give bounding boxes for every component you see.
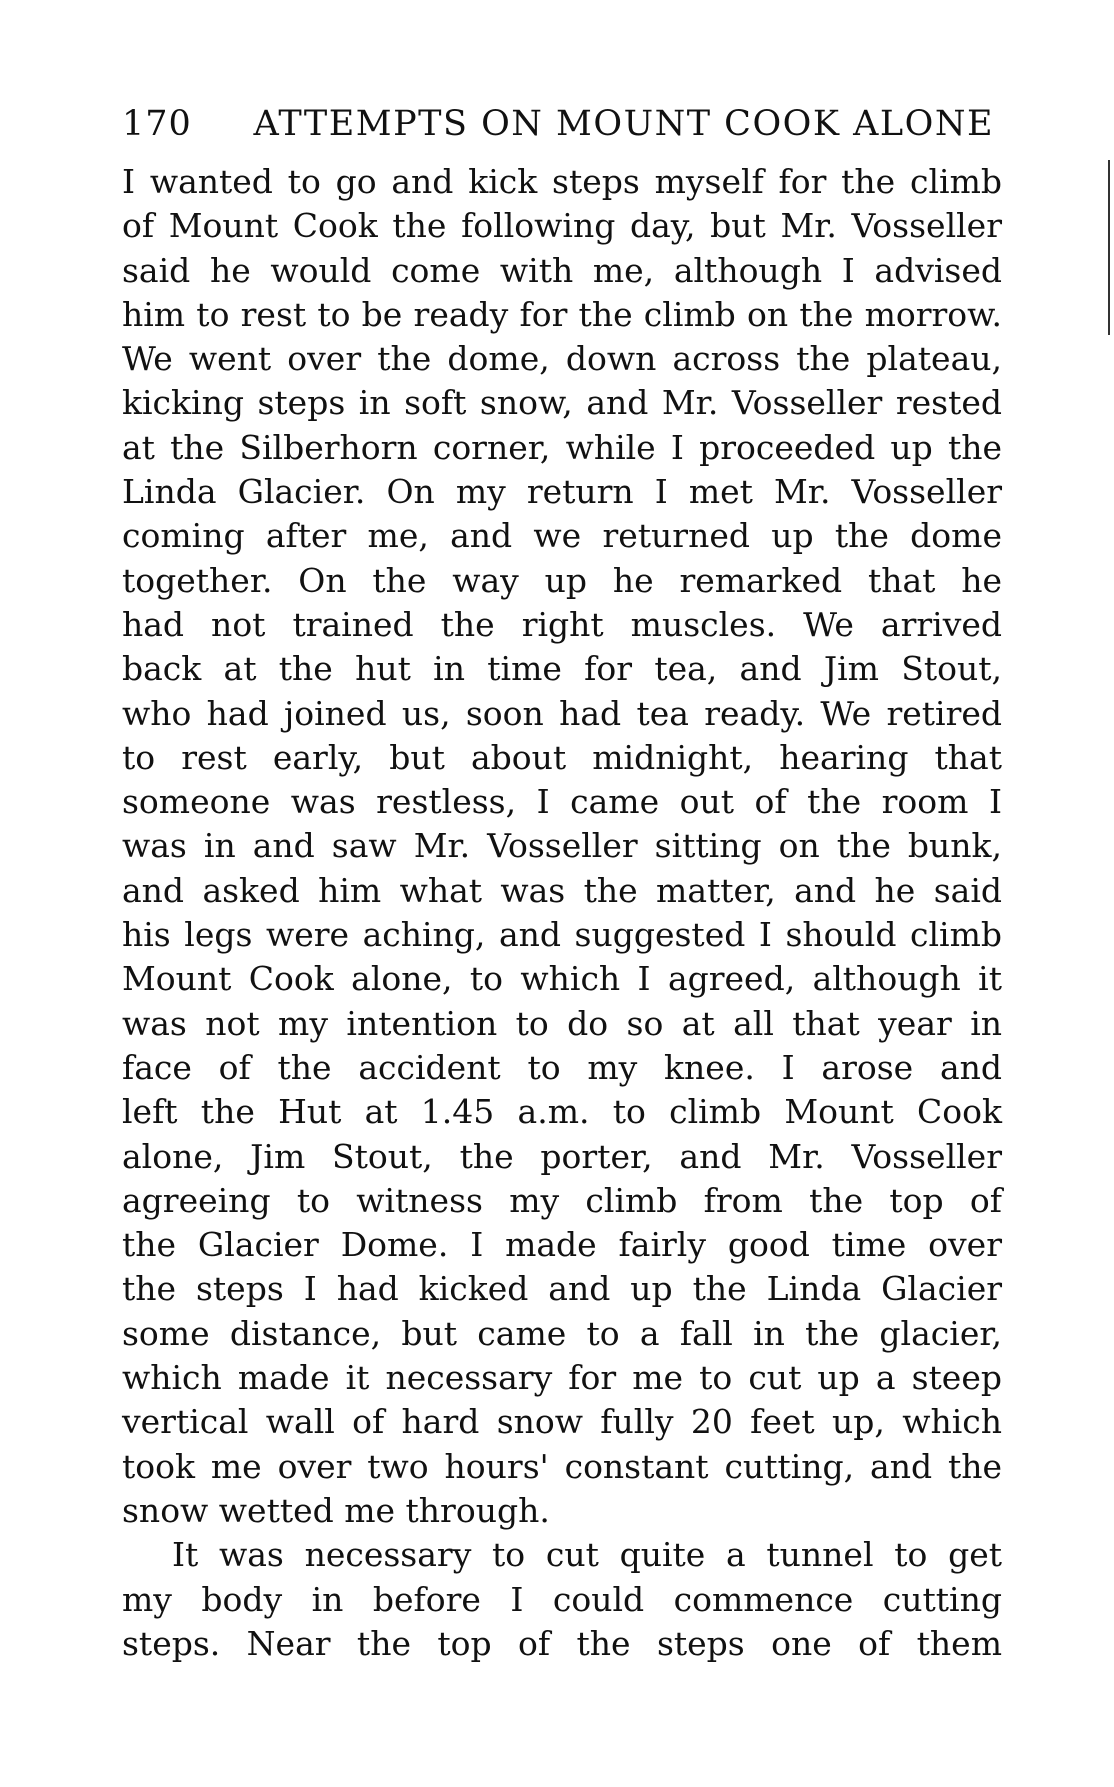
- text-line: snow wetted me through.: [122, 1490, 550, 1530]
- text-line: his legs were aching, and suggested I should climb: [122, 915, 1002, 955]
- text-line: alone, Jim Stout, the porter, and Mr. Vosseller: [122, 1136, 1002, 1176]
- text-line: vertical wall of hard snow fully 20 feet up, which: [122, 1402, 1002, 1442]
- text-line: my body in before I could commence cutting: [122, 1579, 1002, 1619]
- running-head: ATTEMPTS ON MOUNT COOK ALONE: [253, 104, 994, 144]
- text-line: coming after me, and we returned up the dome: [122, 516, 1002, 556]
- paragraph: [122, 160, 1002, 1533]
- page-edge-mark: [1108, 160, 1110, 335]
- text-line: agreeing to witness my climb from the top of: [122, 1180, 1002, 1220]
- text-line: Mount Cook alone, to which I agreed, although it: [122, 959, 1002, 999]
- text-line: to rest early, but about midnight, hearing that: [122, 737, 1002, 777]
- text-line: the Glacier Dome. I made fairly good time over: [122, 1225, 1002, 1265]
- page-header: [122, 98, 1002, 150]
- text-line: the steps I had kicked and up the Linda Glacier: [122, 1269, 1002, 1309]
- text-line: which made it necessary for me to cut up a steep: [122, 1358, 1002, 1398]
- text-line: I wanted to go and kick steps myself for the climb: [122, 162, 1002, 201]
- text-line: back at the hut in time for tea, and Jim Stout,: [122, 649, 1002, 689]
- text-line: was in and saw Mr. Vosseller sitting on the bunk,: [122, 826, 1002, 866]
- text-line: at the Silberhorn corner, while I proceeded up the: [122, 427, 1002, 467]
- text-line: him to rest to be ready for the climb on the morrow.: [122, 294, 1002, 334]
- text-line: who had joined us, soon had tea ready. We retired: [122, 693, 1002, 733]
- text-line: We went over the dome, down across the plateau,: [122, 339, 1002, 379]
- text-line: Linda Glacier. On my return I met Mr. Vosseller: [122, 472, 1002, 512]
- text-line: and asked him what was the matter, and he said: [122, 870, 1002, 910]
- text-line: took me over two hours' constant cutting, and the: [122, 1446, 1002, 1486]
- body-text: [122, 160, 1002, 1666]
- text-line: someone was restless, I came out of the room I: [122, 782, 1002, 822]
- text-line: said he would come with me, although I advised: [122, 250, 1002, 290]
- text-line: steps. Near the top of the steps one of them: [122, 1623, 1002, 1663]
- text-line: It was necessary to cut quite a tunnel to get: [172, 1535, 1002, 1575]
- text-line: some distance, but came to a fall in the glacier,: [122, 1313, 1002, 1353]
- text-line: was not my intention to do so at all that year in: [122, 1003, 1002, 1043]
- text-line: together. On the way up he remarked that he: [122, 560, 1002, 600]
- text-line: face of the accident to my knee. I arose and: [122, 1047, 1002, 1087]
- text-line: kicking steps in soft snow, and Mr. Vosseller rested: [122, 383, 1002, 423]
- text-line: had not trained the right muscles. We arrived: [122, 604, 1002, 644]
- paragraph: [122, 1533, 1002, 1666]
- text-line: of Mount Cook the following day, but Mr. Vosseller: [122, 206, 1002, 246]
- text-line: left the Hut at 1.45 a.m. to climb Mount Cook: [122, 1092, 1002, 1132]
- page-number: 170: [122, 104, 192, 144]
